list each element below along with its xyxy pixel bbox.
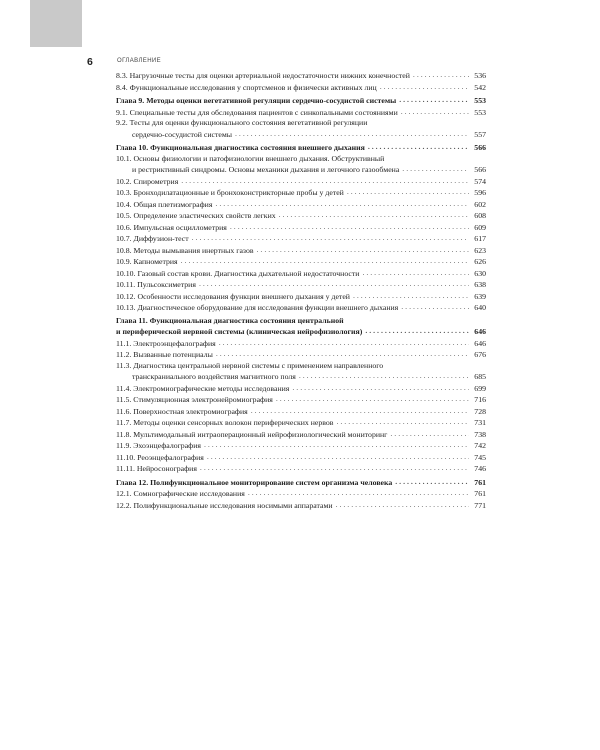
toc-chapter-entry[interactable] bbox=[116, 316, 486, 338]
toc-entry[interactable] bbox=[116, 268, 486, 280]
page-ref: 761 bbox=[474, 489, 486, 498]
toc-entry[interactable] bbox=[116, 361, 486, 383]
leader-dots bbox=[368, 142, 469, 153]
page-ref: 716 bbox=[474, 395, 486, 404]
toc-entry[interactable] bbox=[116, 199, 486, 211]
leader-dots bbox=[181, 176, 469, 187]
toc-entry[interactable] bbox=[116, 429, 486, 441]
entry-title: сердечно-сосудистой системы bbox=[132, 129, 233, 139]
page-ref: 596 bbox=[474, 188, 486, 197]
toc-entry[interactable] bbox=[116, 349, 486, 361]
leader-dots bbox=[395, 477, 469, 488]
page-ref: 638 bbox=[474, 280, 486, 289]
entry-title: 11.6. Поверхностная электромиография bbox=[116, 406, 248, 416]
toc-chapter-entry[interactable] bbox=[116, 95, 486, 107]
leader-dots bbox=[299, 371, 469, 382]
page-ref: 630 bbox=[474, 268, 486, 278]
entry-title: 10.7. Диффузион-тест bbox=[116, 234, 189, 243]
toc-entry[interactable] bbox=[116, 500, 486, 512]
leader-dots bbox=[200, 463, 469, 474]
chapter-title: Глава 11. Функциональная диагностика состояния центральной bbox=[116, 315, 344, 325]
chapter-title: Глава 10. Функциональная диагностика состояния внешнего дыхания bbox=[116, 143, 365, 152]
entry-title: 10.1. Основы физиологии и патофизиологии внешнего дыхания. Обструктивный bbox=[116, 153, 385, 163]
page-tab-marker bbox=[30, 0, 82, 47]
entry-title: и рестриктивный синдромы. Основы механики дыхания и легочного газообмена bbox=[132, 165, 400, 174]
leader-dots bbox=[215, 199, 469, 210]
leader-dots bbox=[337, 417, 470, 428]
toc-entry[interactable] bbox=[116, 279, 486, 291]
leader-dots bbox=[219, 338, 469, 349]
leader-dots bbox=[390, 429, 469, 440]
toc-chapter-entry[interactable] bbox=[116, 142, 486, 154]
entry-title: 11.10. Реоэнцефалография bbox=[116, 452, 204, 462]
entry-title: 11.1. Электроэнцефалография bbox=[116, 338, 216, 348]
leader-dots bbox=[251, 406, 469, 417]
leader-dots bbox=[192, 233, 469, 244]
page-ref: 771 bbox=[474, 500, 486, 510]
entry-title: 10.11. Пульсоксиметрия bbox=[116, 280, 196, 289]
toc-entry[interactable] bbox=[116, 488, 486, 500]
toc-entry[interactable] bbox=[116, 383, 486, 395]
entry-title: 9.2. Тесты для оценки функционального состояния вегетативной регуляции bbox=[116, 118, 368, 127]
page-ref: 728 bbox=[474, 406, 486, 416]
leader-dots bbox=[365, 326, 469, 337]
toc-entry[interactable] bbox=[116, 245, 486, 257]
leader-dots bbox=[276, 394, 469, 405]
entry-title: 11.3. Диагностика центральной нервной системы с применением направленного bbox=[116, 360, 384, 370]
page-ref: 553 bbox=[474, 107, 486, 117]
entry-title: 10.8. Методы вымывания инертных газов bbox=[116, 245, 254, 255]
page-ref: 699 bbox=[474, 383, 486, 393]
toc-entry[interactable] bbox=[116, 463, 486, 475]
entry-title: 11.2. Вызванные потенциалы bbox=[116, 350, 213, 359]
entry-title: 11.9. Эхоэнцефалография bbox=[116, 441, 201, 450]
page-ref: 738 bbox=[474, 429, 486, 439]
toc-entry[interactable] bbox=[116, 394, 486, 406]
leader-dots bbox=[235, 129, 469, 140]
page-ref: 639 bbox=[474, 291, 486, 301]
chapter-title: Глава 9. Методы оценки вегетативной регуляции сердечно-сосудистой системы bbox=[116, 96, 397, 105]
entry-title: 10.5. Определение эластических свойств легких bbox=[116, 211, 276, 220]
leader-dots bbox=[216, 349, 469, 360]
toc-entry[interactable] bbox=[116, 406, 486, 418]
entry-title: 10.9. Капнометрия bbox=[116, 257, 178, 266]
toc-entry[interactable] bbox=[116, 70, 486, 82]
page-ref: 608 bbox=[474, 211, 486, 220]
entry-title: 10.13. Диагностическое оборудование для исследования функции внешнего дыхания bbox=[116, 303, 399, 312]
toc-chapter-entry[interactable] bbox=[116, 477, 486, 489]
entry-title: 12.1. Сомнографические исследования bbox=[116, 489, 245, 498]
entry-title: 10.3. Бронходилатационные и бронхоконстрикторные пробы у детей bbox=[116, 188, 344, 197]
leader-dots bbox=[248, 488, 469, 499]
page-ref: 746 bbox=[474, 464, 486, 473]
toc-entry[interactable] bbox=[116, 233, 486, 245]
page-number: 6 bbox=[87, 56, 93, 68]
entry-title: 10.2. Спирометрия bbox=[116, 176, 179, 186]
entry-title: 8.3. Нагрузочные тесты для оценки артериальной недостаточности нижних конечностей bbox=[116, 71, 410, 80]
page-ref: 536 bbox=[474, 71, 486, 80]
toc-entry[interactable] bbox=[116, 291, 486, 303]
page-ref: 685 bbox=[474, 372, 486, 381]
leader-dots bbox=[353, 291, 469, 302]
entry-title: транскраниального воздействия магнитного поля bbox=[132, 372, 296, 381]
toc-entry[interactable] bbox=[116, 302, 486, 314]
page-ref: 676 bbox=[474, 350, 486, 359]
entry-title: 11.11. Нейросонография bbox=[116, 464, 197, 473]
page-ref: 553 bbox=[474, 96, 486, 105]
leader-dots bbox=[336, 500, 469, 511]
page-ref: 731 bbox=[474, 418, 486, 427]
running-head: ОГЛАВЛЕНИЕ bbox=[117, 58, 162, 64]
page-ref: 566 bbox=[474, 143, 486, 152]
leader-dots bbox=[181, 256, 469, 267]
page-ref: 640 bbox=[474, 303, 486, 312]
leader-dots bbox=[204, 440, 469, 451]
toc-entry[interactable] bbox=[116, 452, 486, 464]
leader-dots bbox=[402, 164, 469, 175]
toc-entry[interactable] bbox=[116, 440, 486, 452]
leader-dots bbox=[279, 210, 469, 221]
leader-dots bbox=[401, 302, 469, 313]
toc-entry[interactable] bbox=[116, 176, 486, 188]
page-ref: 542 bbox=[474, 82, 486, 92]
page-ref: 566 bbox=[474, 165, 486, 174]
toc-entry[interactable] bbox=[116, 222, 486, 234]
leader-dots bbox=[207, 452, 469, 463]
page-ref: 761 bbox=[474, 477, 486, 487]
entry-title: 11.4. Электромиографические методы исследования bbox=[116, 383, 290, 393]
toc-entry[interactable] bbox=[116, 338, 486, 350]
page-ref: 742 bbox=[474, 441, 486, 450]
page-ref: 623 bbox=[474, 245, 486, 255]
leader-dots bbox=[257, 245, 469, 256]
page-ref: 646 bbox=[474, 338, 486, 348]
leader-dots bbox=[413, 70, 469, 81]
leader-dots bbox=[347, 187, 469, 198]
entry-title: 12.2. Полифункциональные исследования носимыми аппаратами bbox=[116, 500, 333, 510]
entry-title: 10.6. Импульсная осциллометрия bbox=[116, 222, 227, 232]
toc-entry[interactable] bbox=[116, 154, 486, 176]
table-of-contents bbox=[116, 70, 486, 511]
leader-dots bbox=[399, 95, 469, 106]
toc-entry[interactable] bbox=[116, 118, 486, 140]
toc-entry[interactable] bbox=[116, 256, 486, 268]
page-ref: 574 bbox=[474, 176, 486, 186]
entry-title: 10.10. Газовый состав крови. Диагностика дыхательной недостаточности bbox=[116, 268, 360, 278]
leader-dots bbox=[362, 268, 469, 279]
page-ref: 602 bbox=[474, 199, 486, 209]
page-ref: 617 bbox=[474, 234, 486, 243]
entry-title: 11.7. Методы оценки сенсорных волокон периферических нервов bbox=[116, 418, 334, 427]
chapter-title: и периферической нервной системы (клиническая нейрофизиология) bbox=[116, 327, 363, 336]
page-ref: 557 bbox=[474, 129, 486, 139]
page-ref: 626 bbox=[474, 257, 486, 266]
entry-title: 11.5. Стимуляционная электронейромиография bbox=[116, 395, 273, 404]
leader-dots bbox=[199, 279, 469, 290]
entry-title: 10.4. Общая плетизмография bbox=[116, 199, 213, 209]
page-ref: 745 bbox=[474, 452, 486, 462]
toc-entry[interactable] bbox=[116, 417, 486, 429]
leader-dots bbox=[380, 82, 469, 93]
entry-title: 10.12. Особенности исследования функции внешнего дыхания у детей bbox=[116, 291, 350, 301]
entry-title: 11.8. Мультимодальный интраоперационный нейрофизиологический мониторинг bbox=[116, 429, 388, 439]
toc-entry[interactable] bbox=[116, 187, 486, 199]
leader-dots bbox=[401, 107, 469, 118]
entry-title: 9.1. Специальные тесты для обследования пациентов с синкопальными состояниями bbox=[116, 107, 398, 117]
entry-title: 8.4. Функциональные исследования у спортсменов и физически активных лиц bbox=[116, 82, 377, 92]
page-ref: 646 bbox=[474, 327, 486, 336]
leader-dots bbox=[230, 222, 469, 233]
page-ref: 609 bbox=[474, 222, 486, 232]
toc-entry[interactable] bbox=[116, 210, 486, 222]
toc-entry[interactable] bbox=[116, 82, 486, 94]
toc-entry[interactable] bbox=[116, 107, 486, 119]
leader-dots bbox=[292, 383, 469, 394]
chapter-title: Глава 12. Полифункциональное мониторирование систем организма человека bbox=[116, 477, 393, 487]
